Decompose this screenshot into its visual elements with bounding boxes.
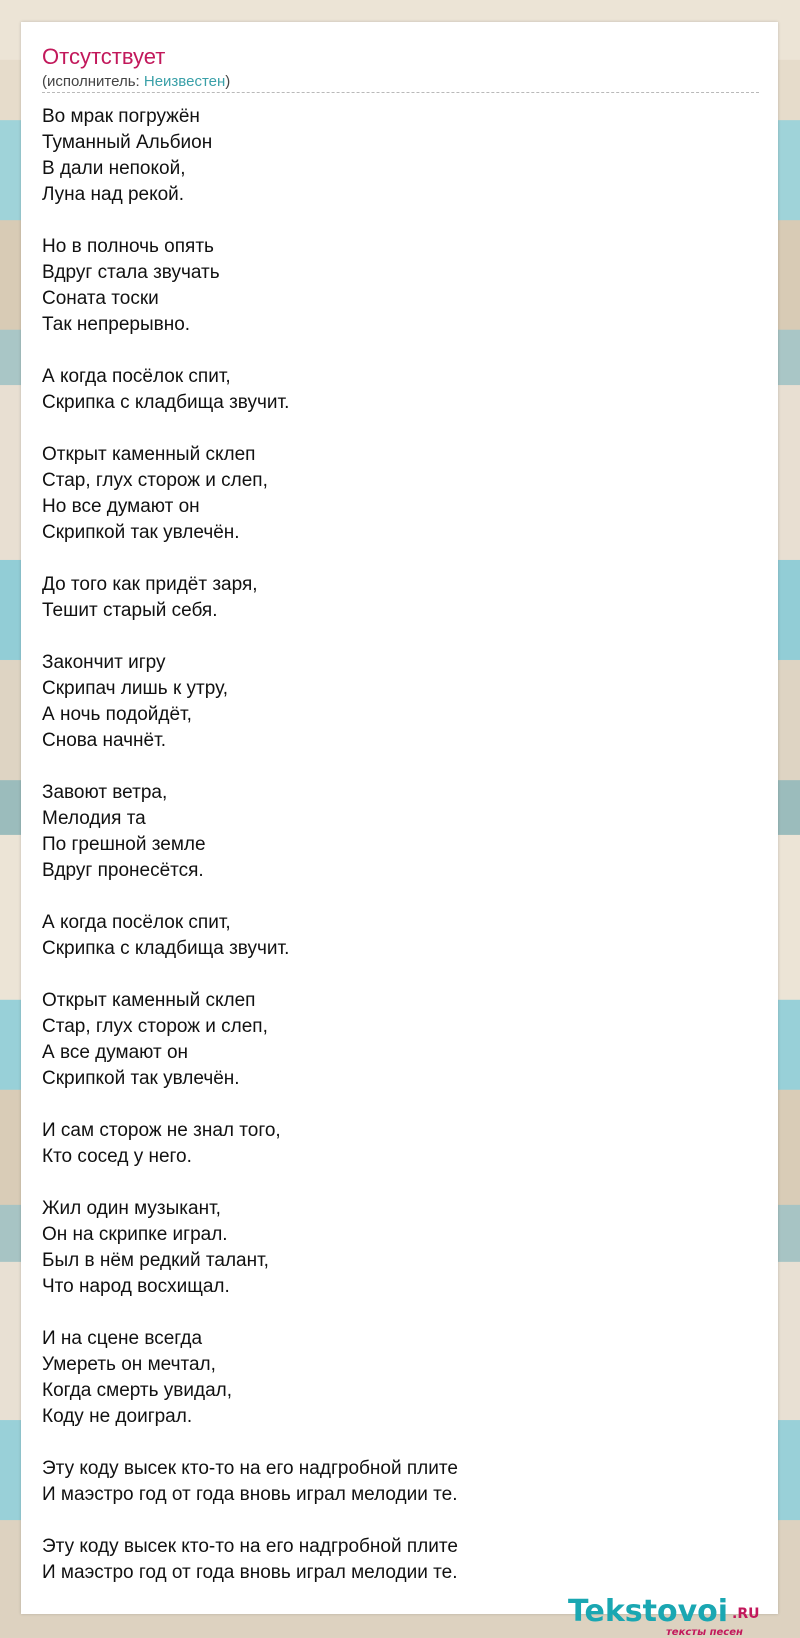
lyric-line: Соната тоски [42, 288, 159, 309]
lyric-line: Умереть он мечтал, [42, 1354, 216, 1375]
lyric-line: До того как придёт заря, [42, 574, 258, 595]
logo-wordmark: Tekstovoi [568, 1594, 729, 1629]
stanza-gap [42, 1430, 742, 1456]
lyric-line: Открыт каменный склеп [42, 990, 256, 1011]
lyric-line: Жил один музыкант, [42, 1198, 221, 1219]
stanza-gap [42, 546, 742, 572]
lyric-line: Скрипка с кладбища звучит. [42, 938, 290, 959]
lyric-line: Завоют ветра, [42, 782, 168, 803]
lyric-line: Коду не доиграл. [42, 1406, 193, 1427]
lyric-line: Луна над рекой. [42, 184, 185, 205]
song-title: Отсутствует [42, 44, 166, 69]
lyric-line: И маэстро год от года вновь играл мелодии те. [42, 1562, 458, 1583]
lyric-line: Что народ восхищал. [42, 1276, 230, 1297]
lyric-line: А когда посёлок спит, [42, 366, 231, 387]
lyric-line: Скрипка с кладбища звучит. [42, 392, 290, 413]
lyric-line: Так непрерывно. [42, 314, 191, 335]
stanza-gap [42, 208, 742, 234]
lyric-line: Эту коду высек кто-то на его надгробной плите [42, 1536, 458, 1557]
stanza-gap [42, 884, 742, 910]
lyric-line: А все думают он [42, 1042, 189, 1063]
stanza-gap [42, 624, 742, 650]
lyric-line: Скрипач лишь к утру, [42, 678, 228, 699]
lyric-line: Открыт каменный склеп [42, 444, 256, 465]
stanza-gap [42, 754, 742, 780]
lyric-line: Но все думают он [42, 496, 200, 517]
lyric-line: Вдруг стала звучать [42, 262, 220, 283]
artist-suffix: ) [225, 73, 231, 90]
stanza-gap [42, 338, 742, 364]
stanza-gap [42, 962, 742, 988]
stanza-gap [42, 1508, 742, 1534]
site-logo[interactable] [568, 1594, 798, 1638]
artist-link[interactable]: Неизвестен [143, 73, 226, 90]
lyric-line: Стар, глух сторож и слеп, [42, 470, 268, 491]
lyric-line: Туманный Альбион [42, 132, 213, 153]
stanza-gap [42, 416, 742, 442]
artist-line [42, 73, 230, 91]
artist-prefix: (исполнитель: [42, 73, 144, 90]
stanza-gap [42, 1300, 742, 1326]
lyric-line: Тешит старый себя. [42, 600, 218, 621]
lyric-line: Мелодия та [42, 808, 146, 829]
lyric-line: Снова начнёт. [42, 730, 166, 751]
lyric-line: Вдруг пронесётся. [42, 860, 204, 881]
lyric-line: Скрипкой так увлечён. [42, 1068, 240, 1089]
logo-domain: .RU [732, 1606, 760, 1622]
lyrics-card [21, 22, 778, 1638]
lyric-line: Закончит игру [42, 652, 166, 673]
lyric-line: И сам сторож не знал того, [42, 1120, 281, 1141]
lyric-line: Когда смерть увидал, [42, 1380, 233, 1401]
lyric-line: А ночь подойдёт, [42, 704, 192, 725]
stanza-gap [42, 1170, 742, 1196]
lyric-line: В дали непокой, [42, 158, 186, 179]
lyric-line: Но в полночь опять [42, 236, 214, 257]
title-divider [42, 92, 759, 93]
lyric-line: Кто сосед у него. [42, 1146, 192, 1167]
lyric-line: Во мрак погружён [42, 106, 200, 127]
lyric-line: А когда посёлок спит, [42, 912, 231, 933]
lyrics-text [42, 104, 742, 1586]
lyric-line: Был в нём редкий талант, [42, 1250, 269, 1271]
lyric-line: Скрипкой так увлечён. [42, 522, 240, 543]
lyric-line: По грешной земле [42, 834, 206, 855]
lyric-line: Эту коду высек кто-то на его надгробной плите [42, 1458, 458, 1479]
lyric-line: Стар, глух сторож и слеп, [42, 1016, 268, 1037]
logo-tagline: тексты песен [666, 1627, 743, 1638]
stanza-gap [42, 1092, 742, 1118]
lyric-line: Он на скрипке играл. [42, 1224, 228, 1245]
lyric-line: И маэстро год от года вновь играл мелодии те. [42, 1484, 458, 1505]
lyric-line: И на сцене всегда [42, 1328, 203, 1349]
